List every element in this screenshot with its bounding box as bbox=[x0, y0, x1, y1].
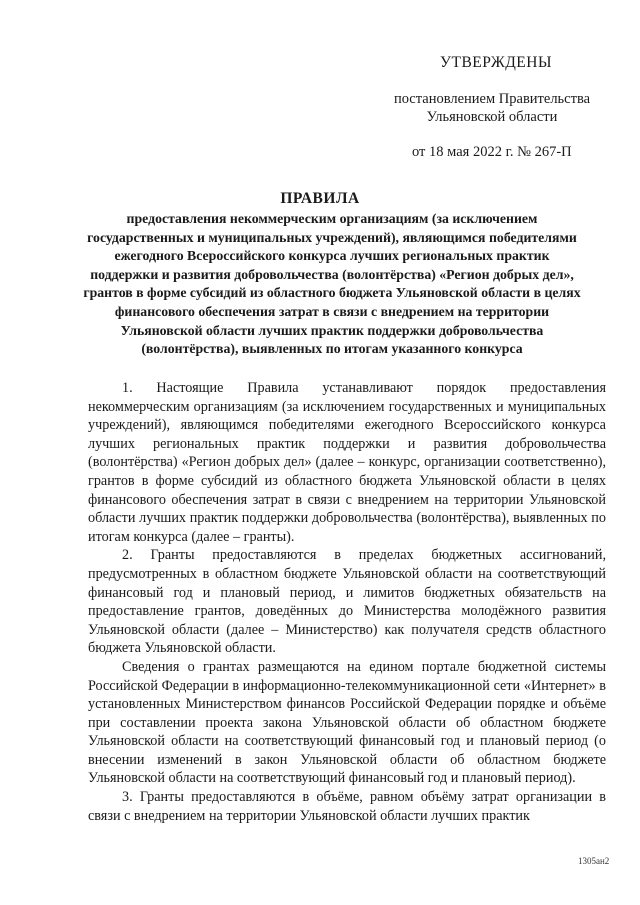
resolution-line: Ульяновской области bbox=[426, 109, 558, 125]
paragraph: 3. Гранты предоставляются в объёме, равном объёму затрат организации в связи с внедрением на территории Ульяновской области лучших практик bbox=[88, 789, 606, 824]
document-body bbox=[88, 379, 606, 825]
resolution-date: от 18 мая 2022 г. № 267-П bbox=[412, 144, 572, 160]
paragraph: 2. Гранты предоставляются в пределах бюджетных ассигнований, предусмотренных в областном бюджете Ульяновской области на соответствующий финансовый год и плановый период, и лимитов бюджетных обязательств на предоставление грантов, доведённых до Министерства молодёжного развития Ульяновской области (далее – Министерство) как получателя средств областного бюджета Ульяновской области. bbox=[88, 547, 606, 657]
page-reference: 1305ан2 bbox=[578, 856, 610, 866]
resolution-line: постановлением Правительства bbox=[393, 91, 591, 107]
resolution-block bbox=[380, 90, 604, 126]
document-subtitle: предоставления некоммерческим организациям (за исключением государственных и муниципальных учреждений), являющимся победителями ежегодного Всероссийского конкурса лучших региональных практик поддержки и развития добровольчества (волонтёрства) «Регион добрых дел», грантов в форме субсидий из областного бюджета Ульяновской области в целях финансового обеспечения затрат в связи с внедрением на территории Ульяновской области лучших практик поддержки добровольчества (волонтёрства), выявленных по итогам указанного конкурса bbox=[83, 211, 581, 357]
approved-heading: УТВЕРЖДЕНЫ bbox=[440, 54, 552, 71]
document-title: ПРАВИЛА bbox=[280, 190, 360, 207]
paragraph: 1. Настоящие Правила устанавливают порядок предоставления некоммерческим организациям (за исключением государственных и муниципальных учреждений), являющимся победителями ежегодного Всероссийского конкурса лучших региональных практик поддержки и развития добровольчества (волонтёрства) «Регион добрых дел» (далее – конкурс, организации соответственно), грантов в форме субсидий из областного бюджета Ульяновской области в целях финансового обеспечения затрат в связи с внедрением на территории Ульяновской области лучших практик поддержки добровольчества (волонтёрства), выявленных по итогам конкурса (далее – гранты). bbox=[88, 380, 606, 545]
paragraph: Сведения о грантах размещаются на едином портале бюджетной системы Российской Федерации в информационно-телекоммуникационной сети «Интернет» в установленных Министерством финансов Российской Федерации порядке и объёме при составлении проекта закона Ульяновской области об областном бюджете Ульяновской области на соответствующий финансовый год и плановый период (о внесении изменений в закон Ульяновской области об областном бюджете Ульяновской области на соответствующий финансовый год и плановый период). bbox=[88, 658, 606, 787]
